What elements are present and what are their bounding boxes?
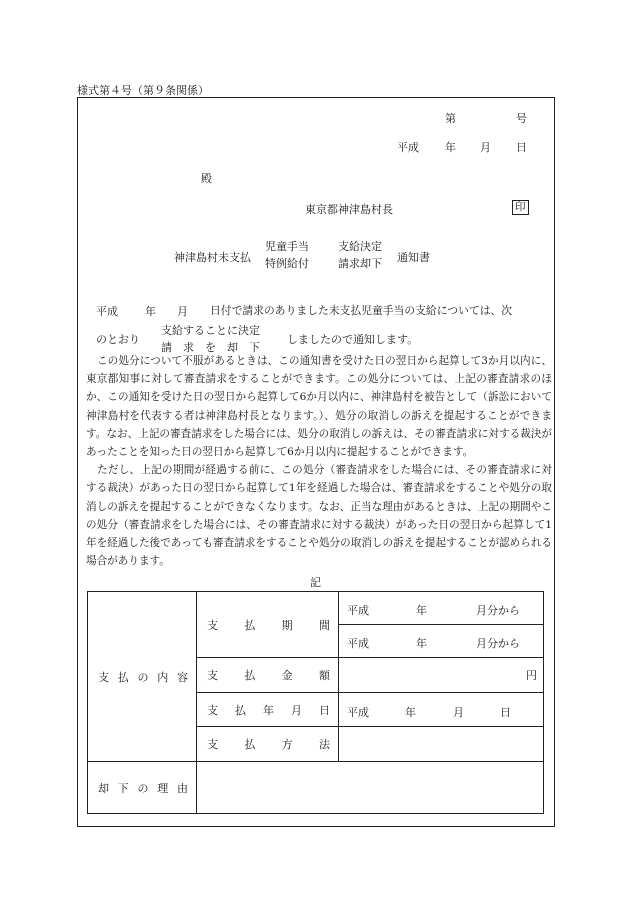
period1-era: 平成 — [347, 604, 369, 617]
payment-period-label — [197, 617, 338, 633]
rejection-reason-label-char: 下 — [117, 781, 129, 795]
title-option-b-bottom: 請求却下 — [338, 257, 382, 270]
payment-method-label-char: 支 — [207, 738, 218, 751]
seal-mark — [512, 200, 529, 215]
payment-date-label-char: 払 — [235, 703, 246, 717]
payment-date-value — [339, 693, 544, 727]
intro-line2-prefix: のとおり — [96, 333, 140, 346]
date-day: 日 — [516, 141, 527, 154]
payment-period-row1 — [339, 592, 544, 625]
payment-contents-label-char: 容 — [177, 670, 188, 684]
payment-amount-value — [339, 658, 544, 693]
payment-contents-label-char: の — [137, 670, 149, 684]
payment-amount-label-char: 額 — [318, 669, 330, 682]
period2-month-from: 月分から — [476, 637, 520, 650]
date-month: 月 — [480, 141, 491, 154]
rejection-reason-label — [88, 780, 196, 796]
period1-month-from: 月分から — [476, 604, 520, 617]
payment-amount-label — [197, 667, 338, 683]
intro-choice-top: 支給することに決定 — [161, 324, 260, 337]
payment-amount-label-cell — [197, 658, 339, 693]
rejection-reason-label-char: 却 — [98, 781, 109, 795]
payment-contents-label-char: 支 — [98, 670, 109, 684]
intro-month: 月 — [177, 305, 188, 318]
intro-choice-bottom: 請 求 を 却 下 — [161, 341, 260, 354]
amount-unit: 円 — [526, 669, 537, 682]
payment-method-label-char: 法 — [318, 738, 330, 751]
payment-period-label-char: 払 — [244, 618, 256, 632]
rejection-reason-value — [197, 762, 544, 814]
payment-date-label-char: 年 — [263, 703, 274, 717]
title-option-b-top: 支給決定 — [338, 240, 382, 253]
payment-period-label-char: 支 — [207, 618, 218, 632]
payment-date-label-cell — [197, 693, 339, 727]
pay-date-day: 日 — [500, 705, 511, 719]
period2-era: 平成 — [347, 637, 369, 650]
payment-period-row2 — [339, 625, 544, 658]
payment-contents-label-cell — [88, 592, 197, 762]
appeal-notice — [86, 352, 552, 570]
payment-method-label-char: 払 — [244, 738, 256, 751]
pay-date-year: 年 — [405, 705, 416, 719]
date-era: 平成 — [397, 141, 419, 154]
pay-date-era: 平成 — [347, 705, 369, 719]
title-prefix: 神津島村未支払 — [174, 251, 251, 264]
appeal-notice-paragraph-2: ただし、上記の期間が経過する前に、この処分（審査請求をした場合には、その審査請求に対する裁決）があった日の翌日から起算して1年を経過した場合は、審査請求をすることや処分の取消しの訴えを提起することができなくなります。なお、正当な理由があるときは、上記の期間やこの処分（審査請求をした場合には、その審査請求に対する裁決）があった日の翌日から起算して1年を経過した後であっても審査請求をすることや処分の取消しの訴えを提起することが認められる場合があります。 — [86, 464, 553, 568]
rejection-reason-label-char: 由 — [177, 781, 188, 795]
period1-year: 年 — [416, 604, 427, 617]
title-option-a-bottom: 特例給付 — [265, 257, 309, 270]
intro-era: 平成 — [96, 305, 118, 318]
payment-method-label-cell — [197, 727, 339, 762]
payment-period-label-cell — [197, 592, 339, 658]
payment-period-label-char: 期 — [281, 618, 293, 632]
number-suffix: 号 — [516, 112, 527, 125]
payment-amount-label-char: 支 — [207, 669, 218, 682]
payment-amount-label-char: 払 — [244, 669, 256, 682]
payment-date-label — [197, 702, 338, 718]
intro-rest: 日付で請求のありました未支払児童手当の支給については、次 — [210, 304, 513, 317]
seal-text: 印 — [512, 200, 529, 215]
payment-contents-label-char: 払 — [117, 670, 129, 684]
payment-period-label-char: 間 — [318, 618, 330, 632]
appeal-notice-paragraph-1: この処分について不服があるときは、この通知書を受けた日の翌日から起算して3か月以内に、東京都知事に対して審査請求をすることができます。この処分については、上記の審査請求のほか、この通知を受けた日の翌日から起算して6か月以内に、神津島村を被告として（訴訟において神津島村を代表する者は神津島村長となります。）、処分の取消しの訴えを提起することができます。なお、上記の審査請求をした場合には、処分の取消しの訴えは、その審査請求に対する裁決があったことを知った日の翌日から起算して6か月以内に提起することができます。 — [86, 355, 552, 459]
number-prefix: 第 — [445, 112, 456, 125]
issuer-name: 東京都神津島村長 — [305, 203, 393, 216]
period2-year: 年 — [416, 637, 427, 650]
payment-contents-label — [88, 669, 196, 685]
rejection-reason-label-cell — [88, 762, 197, 814]
intro-line2-suffix: しましたので通知します。 — [287, 333, 419, 346]
payment-date-label-char: 月 — [291, 703, 302, 717]
payment-date-label-char: 支 — [207, 703, 218, 717]
payment-method-label-char: 方 — [281, 738, 293, 751]
payment-method-label — [197, 736, 338, 752]
payment-details-table — [87, 591, 544, 814]
form-id: 様式第４号（第９条関係） — [77, 84, 209, 97]
payment-amount-label-char: 金 — [281, 669, 293, 682]
pay-date-month: 月 — [453, 705, 464, 719]
date-year: 年 — [445, 141, 456, 154]
rejection-reason-label-char: の — [137, 781, 149, 795]
payment-contents-label-char: 内 — [157, 670, 169, 684]
record-label: 記 — [310, 576, 321, 589]
payment-date-label-char: 日 — [319, 703, 330, 717]
title-option-a-top: 児童手当 — [265, 240, 309, 253]
title-suffix: 通知書 — [397, 251, 430, 264]
payment-method-value — [339, 727, 544, 762]
table-row — [88, 592, 544, 625]
rejection-reason-label-char: 理 — [157, 781, 169, 795]
addressee-suffix: 殿 — [201, 172, 212, 185]
table-row — [88, 762, 544, 814]
intro-year: 年 — [145, 305, 156, 318]
